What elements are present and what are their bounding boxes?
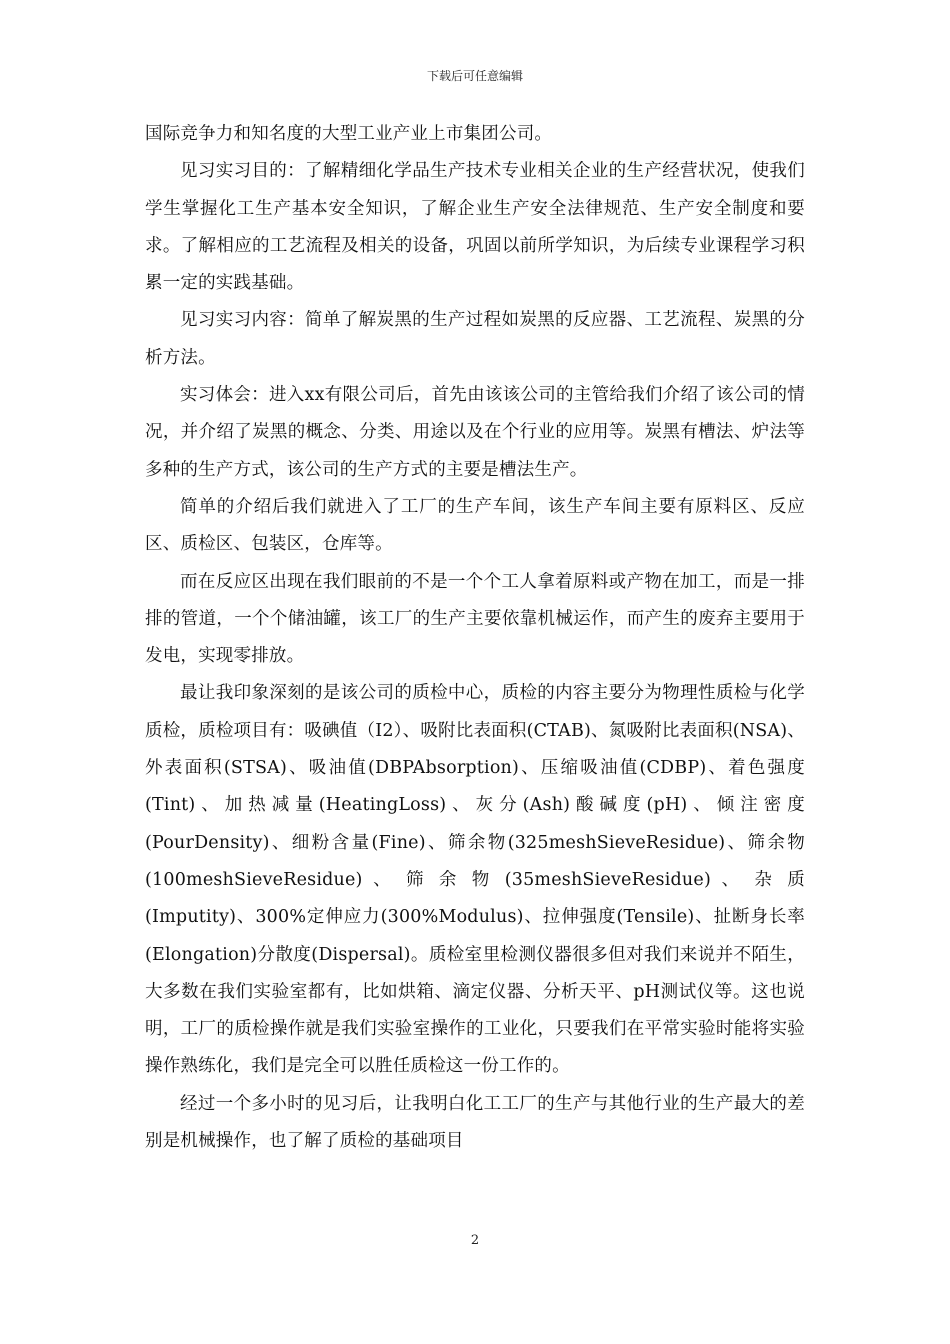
page-header: 下载后可任意编辑 xyxy=(426,69,523,83)
document-body xyxy=(145,116,805,1160)
page-number: 2 xyxy=(470,1233,480,1248)
paragraph-quality-center: 最让我印象深刻的是该公司的质检中心，质检的内容主要分为物理性质检与化学质检，质检项目有：吸碘值（I2）、吸附比表面积(CTAB)、氮吸附比表面积(NSA)、外表面积(STSA)、吸油值(DBPAbsorption)、压缩吸油值(CDBP)、着色强度(Tint)、加热减量(HeatingLoss)、灰分(Ash)酸碱度(pH)、倾注密度(PourDensity)、细粉含量(Fine)、筛余物(325meshSieveResidue)、筛余物(100meshSieveResidue) 、 筛 余 物 (35meshSieveResidue) 、 杂 质(Imputity)、300%定伸应力(300%Modulus)、拉伸强度(Tensile)、扯断身长率(Elongation)分散度(Dispersal)。质检室里检测仪器很多但对我们来说并不陌生，大多数在我们实验室都有，比如烘箱、滴定仪器、分析天平、pH测试仪等。这也说明，工厂的质检操作就是我们实验室操作的工业化，只要我们在平常实验时能将实验操作熟练化，我们是完全可以胜任质检这一份工作的。 xyxy=(145,683,805,1077)
paragraph-reaction-area: 而在反应区出现在我们眼前的不是一个个工人拿着原料或产物在加工，而是一排排的管道，一个个储油罐，该工厂的生产主要依靠机械运作，而产生的废弃主要用于发电，实现零排放。 xyxy=(145,571,805,667)
paragraph-conclusion: 经过一个多小时的见习后，让我明白化工工厂的生产与其他行业的生产最大的差别是机械操作，也了解了质检的基础项目 xyxy=(145,1093,805,1152)
paragraph-experience: 实习体会：进入xx有限公司后，首先由该该公司的主管给我们介绍了该公司的情况，并介绍了炭黑的概念、分类、用途以及在个行业的应用等。炭黑有槽法、炉法等多种的生产方式，该公司的生产方式的主要是槽法生产。 xyxy=(145,385,805,480)
paragraph-purpose: 见习实习目的：了解精细化学品生产技术专业相关企业的生产经营状况，使我们学生掌握化工生产基本安全知识，了解企业生产安全法律规范、生产安全制度和要求。了解相应的工艺流程及相关的设备，巩固以前所学知识，为后续专业课程学习积累一定的实践基础。 xyxy=(145,161,805,294)
paragraph-workshop: 简单的介绍后我们就进入了工厂的生产车间，该生产车间主要有原料区、反应区、质检区、包装区，仓库等。 xyxy=(145,496,805,555)
paragraph-continuation: 国际竞争力和知名度的大型工业产业上市集团公司。 xyxy=(145,124,553,144)
paragraph-content: 见习实习内容：简单了解炭黑的生产过程如炭黑的反应器、工艺流程、炭黑的分析方法。 xyxy=(145,310,805,368)
